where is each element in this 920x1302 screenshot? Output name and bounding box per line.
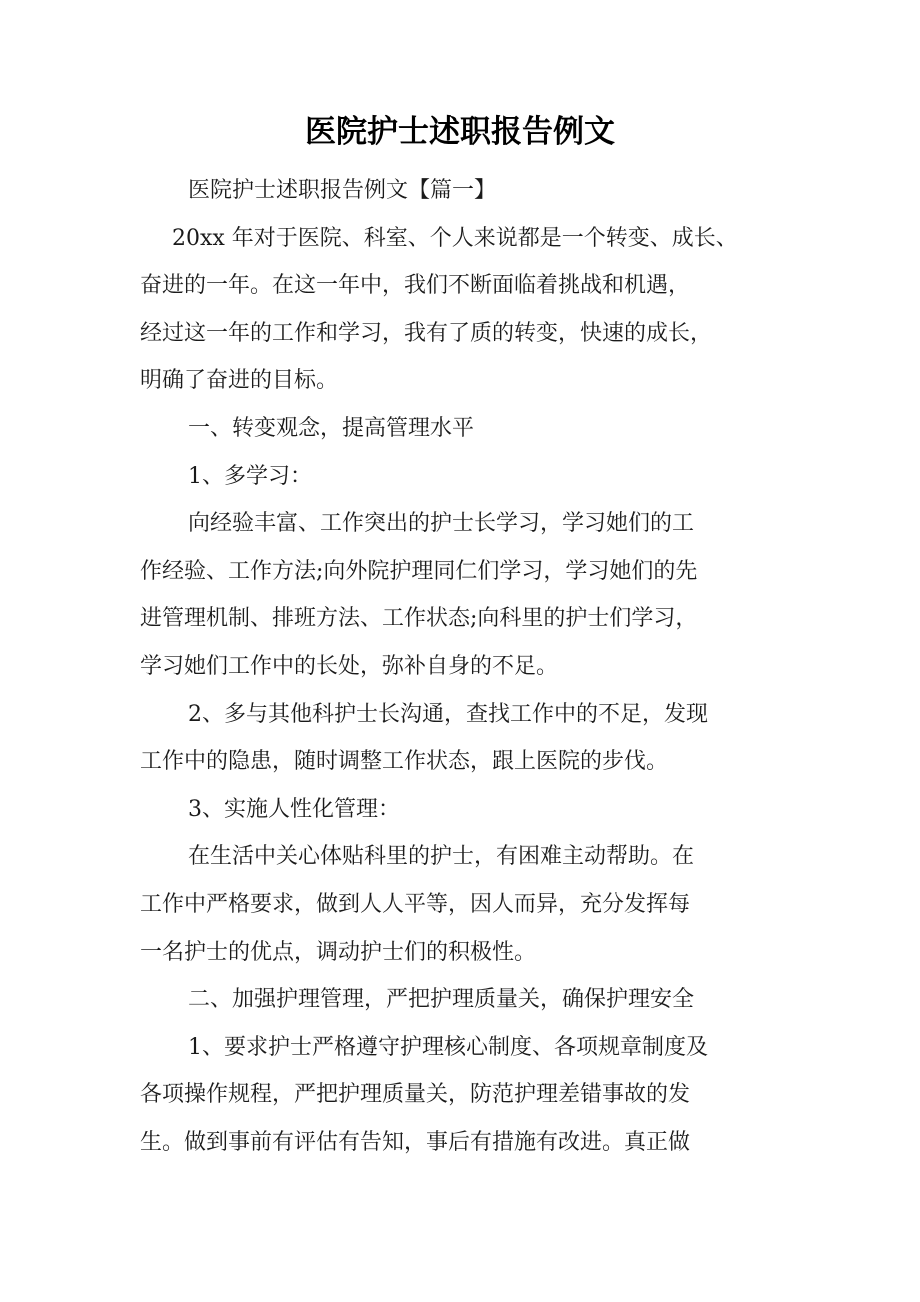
paragraph-line: 各项操作规程，严把护理质量关，防范护理差错事故的发 (140, 1082, 691, 1108)
paragraph-line: 向经验丰富、工作突出的护士长学习，学习她们的工 (188, 511, 695, 537)
paragraph-line: 1、要求护士严格遵守护理核心制度、各项规章制度及 (188, 1034, 708, 1060)
section-heading: 二、加强护理管理，严把护理质量关，确保护理安全 (188, 987, 695, 1013)
paragraph-line: 在生活中关心体贴科里的护士，有困难主动帮助。在 (188, 844, 695, 870)
paragraph-line: 20xx 年对于医院、科室、个人来说都是一个转变、成长、 (172, 225, 738, 251)
paragraph-line: 生。做到事前有评估有告知，事后有措施有改进。真正做 (140, 1129, 691, 1155)
paragraph-line: 作经验、工作方法;向外院护理同仁们学习，学习她们的先 (140, 558, 698, 584)
document-title: 医院护士述职报告例文 (305, 114, 615, 150)
paragraph-line: 一名护士的优点，调动护士们的积极性。 (140, 939, 537, 965)
subsection-heading: 3、实施人性化管理： (188, 796, 400, 822)
paragraph-line: 2、多与其他科护士长沟通，查找工作中的不足，发现 (188, 701, 708, 727)
paragraph-line: 奋进的一年。在这一年中，我们不断面临着挑战和机遇， (140, 273, 691, 299)
paragraph-line: 工作中的隐患，随时调整工作状态，跟上医院的步伐。 (140, 749, 669, 775)
document-body (140, 167, 780, 1166)
paragraph-line: 进管理机制、排班方法、工作状态;向科里的护士们学习， (140, 606, 698, 632)
paragraph-line: 学习她们工作中的长处，弥补自身的不足。 (140, 653, 559, 679)
paragraph-line: 工作中严格要求，做到人人平等，因人而异，充分发挥每 (140, 891, 691, 917)
section-heading: 一、转变观念，提高管理水平 (188, 415, 475, 441)
section-heading: 医院护士述职报告例文【篇一】 (188, 178, 497, 203)
paragraph-line: 明确了奋进的目标。 (140, 368, 339, 394)
paragraph-line: 经过这一年的工作和学习，我有了质的转变，快速的成长， (140, 320, 713, 346)
subsection-heading: 1、多学习： (188, 463, 312, 489)
